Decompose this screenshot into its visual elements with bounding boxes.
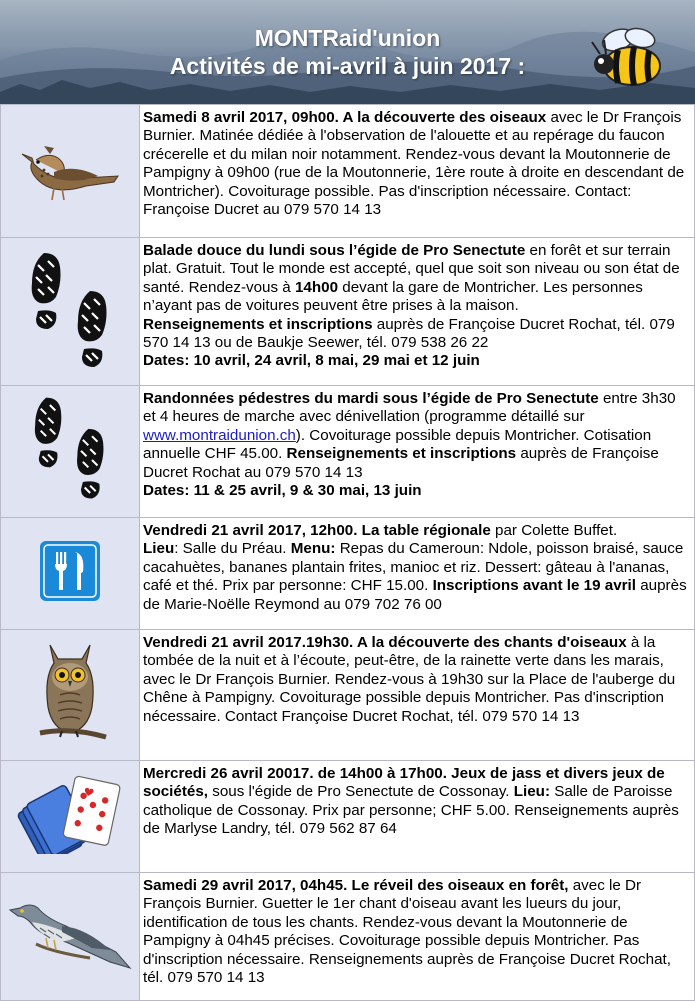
event-details: Salle de Paroisse catholique de Cossonay. Prix par personne; CHF 5.00. Renseignements auprès de Marlyse Landry, tél. 079 562 87 64 [143, 783, 679, 838]
restaurant-icon [39, 540, 101, 602]
event-description [140, 518, 695, 630]
event-icon-cell [1, 761, 140, 873]
event-icon-cell [1, 873, 140, 1001]
event-description [140, 630, 695, 761]
event-dates: Dates: 10 avril, 24 avril, 8 mai, 29 mai et 12 juin [143, 352, 480, 370]
event-details: : Salle du Préau. [174, 540, 291, 558]
table-row [1, 105, 695, 238]
shoe-prints-icon [22, 249, 118, 369]
event-icon-cell [1, 630, 140, 761]
event-details: ). Covoiturage possible depuis Montricher. Cotisation annuelle CHF 45.00. [143, 426, 652, 463]
event-description [140, 386, 695, 518]
event-description [140, 761, 695, 873]
event-heading: Samedi 29 avril 2017, 04h45. Le réveil des oiseaux en forêt, [143, 877, 569, 894]
event-heading: Vendredi 21 avril 2017, 12h00. La table régionale [143, 522, 491, 539]
event-details: avec le Dr François Burnier. Guetter le 1er chant d'oiseau avant les lueurs du jour, identification de tous les chants. Rendez-vous devant la Moutonnerie de Pampigny à 04h45 précises. Covoiturage possible depuis Montricher. Pas d'inscription nécessaire. Renseignements auprès de Françoise Ducret Rochat, tél. 079 570 14 13 [143, 877, 671, 987]
event-icon-cell [1, 105, 140, 238]
website-link[interactable]: www.montraidunion.ch [143, 426, 296, 444]
page-title: MONTRaid'union [254, 25, 441, 51]
event-details: sous l'égide de Pro Senectute de Cossonay. [208, 783, 514, 801]
event-location-label: Lieu [143, 540, 175, 558]
table-row [1, 238, 695, 386]
event-menu-label: Menu: [290, 540, 336, 558]
event-location-label: Lieu: [513, 783, 551, 801]
event-contact: auprès de Marie-Noëlle Reymond au 079 702 76 00 [143, 577, 687, 613]
event-heading: Mercredi 26 avril 20017. de 14h00 à 17h00. Jeux de jass et divers jeux de sociétés, [143, 765, 665, 801]
event-details: devant la gare de Montricher. Les personnes n’ayant pas de voitures peuvent être prises à la maison. [143, 278, 643, 315]
table-row [1, 630, 695, 761]
event-heading: Samedi 8 avril 2017, 09h00. A la découverte des oiseaux [143, 109, 547, 126]
playing-cards-icon [14, 774, 126, 854]
event-contact: auprès de Françoise Ducret Rochat, tél. 079 570 14 13 ou de Baukje Seewer, tél. 079 538 26 22 [143, 315, 675, 352]
header-banner [0, 0, 695, 104]
event-details: par Colette Buffet. [490, 522, 618, 539]
bee-icon [588, 26, 672, 92]
event-details: Repas du Cameroun: Ndole, poisson braisé, sauce cacahuètes, bananes plantain frites, manioc et riz. Dessert: gâteau à l'ananas, café et thé. Prix par personne: CHF 15.00. [143, 540, 684, 595]
skylark-bird-icon [14, 134, 126, 204]
event-description [140, 238, 695, 386]
event-heading: Vendredi 21 avril 2017.19h30. A la découverte des chants d'oiseaux [143, 634, 627, 651]
event-info-label: Renseignements et inscriptions [143, 315, 373, 333]
owl-icon [30, 637, 110, 749]
event-contact: auprès de Françoise Ducret Rochat au 079 570 14 13 [143, 445, 659, 481]
event-details: entre 3h30 et 4 heures de marche avec dénivellation (programme détaillé sur [143, 390, 676, 426]
shoe-prints-icon [22, 394, 118, 504]
activities-table [0, 104, 695, 1001]
table-row [1, 761, 695, 873]
event-description [140, 873, 695, 1001]
event-description [140, 105, 695, 238]
event-heading: Randonnées pédestres du mardi sous l’égide de Pro Senectute [143, 390, 599, 407]
page-subtitle: Activités de mi-avril à juin 2017 : [169, 53, 526, 79]
event-dates: Dates: 11 & 25 avril, 9 & 30 mai, 13 juin [143, 482, 422, 500]
cuckoo-bird-icon [6, 892, 134, 976]
event-registration: Inscriptions avant le 19 avril [432, 577, 636, 595]
event-icon-cell [1, 518, 140, 630]
table-row [1, 873, 695, 1001]
table-row [1, 518, 695, 630]
table-row [1, 386, 695, 518]
event-icon-cell [1, 238, 140, 386]
event-details: à la tombée de la nuit et à l’écoute, peut-être, de la rainette verte dans les marais, avec le Dr François Burnier. Rendez-vous à 19h30 sur la Place de l'auberge du Chêne à Pampigny. Covoiturage possible depuis Montricher. Pas d'inscription nécessaire. Contact Françoise Ducret Rochat, tél. 079 570 14 13 [143, 634, 676, 725]
event-details: avec le Dr François Burnier. Matinée dédiée à l'observation de l'alouette et au repérage du faucon crécerelle et du milan noir notamment. Rendez-vous devant la Moutonnerie de Pampigny à 09h00 (rue de la Moutonnerie, 1ère route à droite en descendant de Montricher). Covoiturage possible. Pas d'inscription nécessaire. Contact: Françoise Ducret au 079 570 14 13 [143, 109, 685, 219]
event-icon-cell [1, 386, 140, 518]
event-info-label: Renseignements et inscriptions [286, 445, 517, 463]
event-time: 14h00 [294, 278, 339, 296]
event-heading: Balade douce du lundi sous l’égide de Pro Senectute [143, 242, 526, 259]
event-details: en forêt et sur terrain plat. Gratuit. Tout le monde est accepté, quel que soit son niveau ou son état de santé. Rendez-vous à [143, 242, 680, 296]
